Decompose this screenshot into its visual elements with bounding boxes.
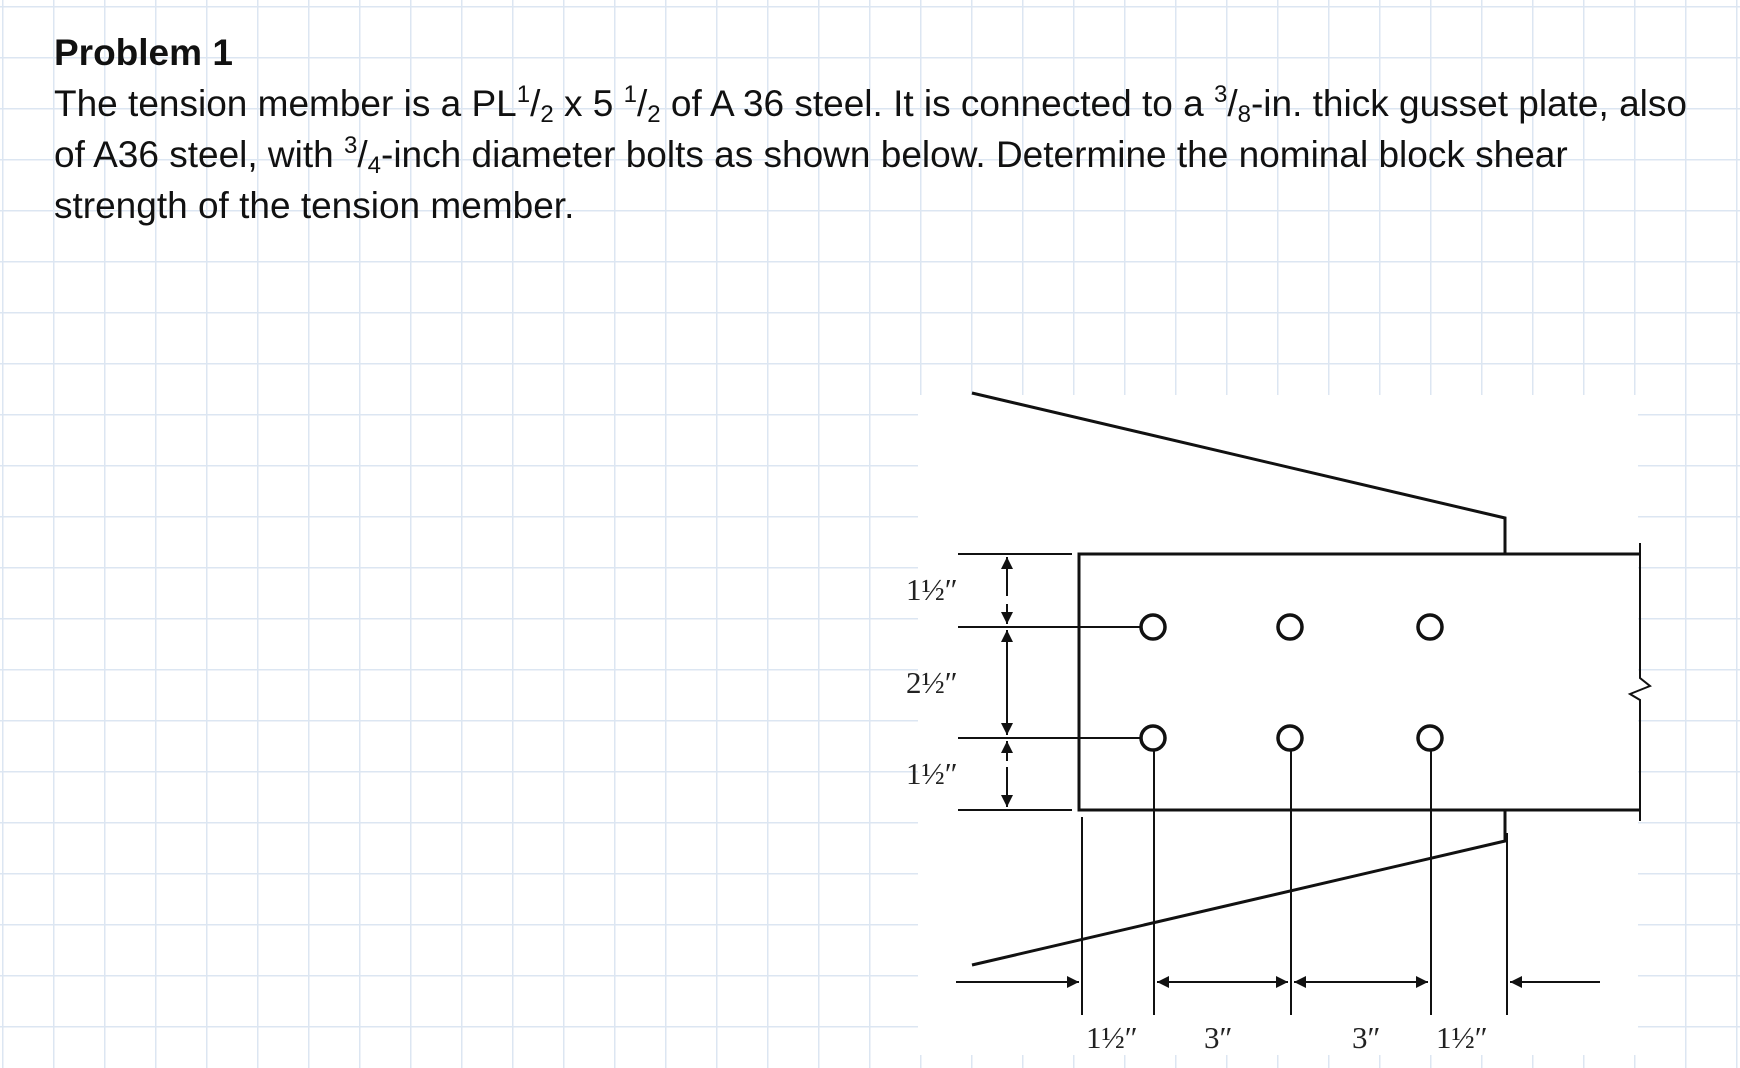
dim-label-gage: 2½″ (906, 665, 958, 700)
dim-label-end-distance-right: 1½″ (1436, 1020, 1488, 1055)
bolt-hole (1141, 726, 1165, 750)
problem-text-part: The tension member is a PL (54, 83, 517, 124)
bolt-hole (1418, 615, 1442, 639)
bolt-hole (1278, 615, 1302, 639)
fraction-denominator: 4 (367, 152, 382, 179)
bolt-hole (1141, 615, 1165, 639)
dim-label-pitch-2: 3″ (1352, 1020, 1381, 1055)
problem-title: Problem 1 (54, 32, 233, 73)
fraction-numerator: 3 (344, 132, 358, 159)
problem-text-part: x 5 (553, 83, 614, 124)
fraction-numerator: 1 (516, 81, 531, 108)
bolt-hole (1418, 726, 1442, 750)
problem-text-part: -in. thick gusset plate, also of A36 steel, with (54, 83, 1687, 175)
dim-label-end-distance-left: 1½″ (1086, 1020, 1138, 1055)
fraction-numerator: 1 (623, 81, 637, 108)
dim-label-bottom-edge: 1½″ (906, 756, 958, 791)
dim-label-pitch-1: 3″ (1204, 1020, 1233, 1055)
fraction-denominator: 8 (1237, 101, 1251, 128)
dim-label-top-edge: 1½″ (906, 572, 958, 607)
fraction-denominator: 2 (540, 101, 554, 128)
problem-text: The tension member is a $PL^1/_2$ x 5 $^1/_2$ of A 36 steel. It is connected to a $^3/_8-in$. thick gusset plate, also of A36 steel, with $^3/_4$-inch diameter bolts as shown below. Determine the nominal block shear strength of the tension member. (54, 81, 1687, 226)
figure-backdrop (918, 395, 1638, 1055)
fraction-denominator: 2 (647, 101, 661, 128)
problem-text-part: of A 36 steel. It is connected to a (660, 83, 1214, 124)
bolt-hole (1278, 726, 1302, 750)
problem-text-part: -inch diameter bolts as shown below. Determine the nominal block shear strength of the tension member. (54, 134, 1568, 226)
fraction-numerator: 3 (1213, 81, 1228, 108)
